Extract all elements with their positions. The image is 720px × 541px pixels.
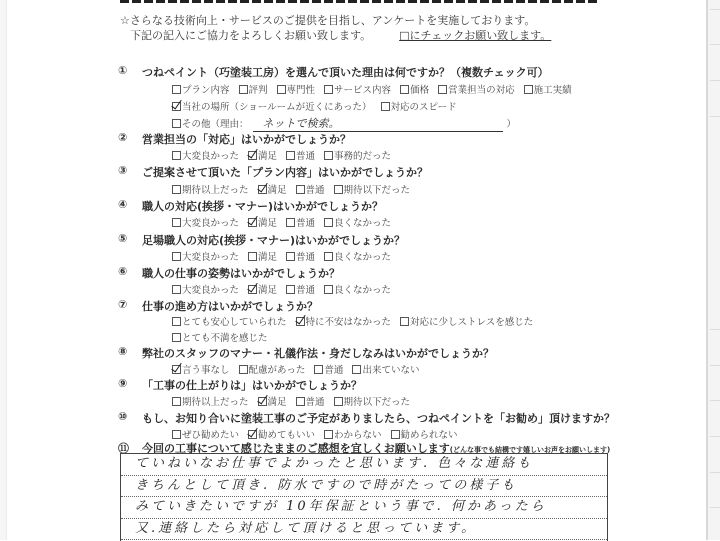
checkbox[interactable] bbox=[324, 252, 333, 261]
option[interactable] bbox=[352, 362, 419, 376]
checkbox[interactable] bbox=[324, 85, 333, 94]
question-number: ④ bbox=[118, 198, 128, 211]
checkbox[interactable] bbox=[248, 252, 257, 261]
other-reason-field[interactable] bbox=[253, 115, 503, 132]
option-speed[interactable] bbox=[381, 99, 457, 113]
option[interactable] bbox=[286, 148, 315, 162]
intro-text bbox=[120, 13, 551, 43]
option[interactable] bbox=[172, 249, 239, 263]
checkbox[interactable] bbox=[172, 119, 181, 128]
checkbox[interactable] bbox=[314, 365, 323, 374]
question-number: ⑨ bbox=[118, 377, 128, 390]
checkbox[interactable] bbox=[391, 430, 400, 439]
checkbox[interactable] bbox=[324, 430, 333, 439]
comment-line: ていねいなお仕事でよかったと思います. 色々な連絡も bbox=[121, 454, 607, 476]
checkbox[interactable] bbox=[172, 317, 181, 326]
option[interactable] bbox=[334, 182, 411, 196]
option-label: 期待以上だった bbox=[182, 185, 249, 196]
option[interactable] bbox=[248, 249, 277, 263]
option[interactable] bbox=[296, 394, 325, 408]
option-label: 満足 bbox=[258, 285, 278, 296]
tick bbox=[710, 436, 720, 437]
option[interactable] bbox=[324, 215, 391, 229]
option-label: 営業担当の対応 bbox=[448, 85, 515, 96]
q7-options-row1 bbox=[172, 314, 542, 328]
option-label: 大変良かった bbox=[182, 252, 240, 263]
question-number: ⑥ bbox=[118, 265, 128, 278]
q2-options bbox=[172, 148, 400, 162]
left-margin-strip bbox=[0, 0, 7, 540]
option-label: 大変良かった bbox=[182, 151, 240, 162]
option-label: 普通 bbox=[305, 185, 325, 196]
option[interactable] bbox=[248, 215, 277, 229]
checkbox[interactable] bbox=[172, 397, 181, 406]
option-label: 評判 bbox=[248, 85, 268, 96]
option-label: 言う事なし bbox=[182, 365, 230, 376]
question-title: 職人の対応(挨拶・マナー)はいかがでしょうか？ bbox=[142, 200, 384, 213]
option-label: 普通 bbox=[296, 285, 316, 296]
comment-line: みていきたいですが 10年保証という事で. 何かあったら bbox=[121, 497, 607, 519]
question-number: ③ bbox=[118, 164, 128, 177]
option[interactable] bbox=[258, 394, 287, 408]
option-label: 良くなかった bbox=[334, 252, 392, 263]
option-label: 勧めてもいい bbox=[258, 430, 316, 441]
tick bbox=[710, 400, 720, 401]
checkbox[interactable] bbox=[400, 85, 409, 94]
tick bbox=[710, 329, 720, 330]
other-label: その他（理由： bbox=[182, 119, 249, 130]
option[interactable] bbox=[324, 249, 391, 263]
option[interactable] bbox=[248, 148, 277, 162]
option-location[interactable] bbox=[172, 99, 372, 113]
intro-line1: ☆さらなる技術向上・サービスのご提供を目指し、アンケートを実施しております。 bbox=[120, 14, 536, 27]
checkbox[interactable] bbox=[286, 252, 295, 261]
option-track-record[interactable] bbox=[524, 82, 572, 96]
option[interactable] bbox=[286, 215, 315, 229]
comment-box[interactable] bbox=[120, 453, 608, 541]
comment-line: きちんとして頂き. 防水ですので時がたっての様子も bbox=[121, 476, 607, 498]
checkbox-checked[interactable] bbox=[248, 285, 257, 294]
q8-options bbox=[172, 362, 428, 376]
option-label: 満足 bbox=[258, 151, 278, 162]
checkbox[interactable] bbox=[286, 218, 295, 227]
option[interactable] bbox=[172, 182, 249, 196]
option[interactable] bbox=[248, 282, 277, 296]
question-number: ⑦ bbox=[118, 298, 128, 311]
option-label: わからない bbox=[334, 430, 382, 441]
other-close: ） bbox=[506, 119, 517, 130]
checkbox[interactable] bbox=[324, 151, 333, 160]
option-label: ぜひ勧めたい bbox=[182, 430, 240, 441]
option[interactable] bbox=[172, 427, 239, 441]
question-title: 職人の仕事の姿勢はいかがでしょうか？ bbox=[142, 267, 340, 280]
checkbox[interactable] bbox=[172, 285, 181, 294]
question-number: ⑪ bbox=[118, 442, 129, 455]
option[interactable] bbox=[391, 427, 458, 441]
option-label: 出来ていない bbox=[362, 365, 420, 376]
question-title: もし、お知り合いに塗装工事のご予定がありましたら、つねペイントを「お勧め」頂けますか？ bbox=[142, 412, 615, 425]
checkbox[interactable] bbox=[239, 85, 248, 94]
option-label: 満足 bbox=[258, 218, 278, 229]
option-sales-response[interactable] bbox=[438, 82, 515, 96]
question-number: ⑤ bbox=[118, 232, 128, 245]
option[interactable] bbox=[324, 148, 391, 162]
option-label: 普通 bbox=[324, 365, 344, 376]
survey-page bbox=[110, 0, 700, 540]
option-label: 価格 bbox=[410, 85, 430, 96]
checkbox[interactable] bbox=[324, 285, 333, 294]
checkbox[interactable] bbox=[524, 85, 533, 94]
option-expertise[interactable] bbox=[277, 82, 316, 96]
tick bbox=[710, 472, 720, 473]
intro-line2: 下記の記入にご協力をよろしくお願い致します。 bbox=[130, 29, 372, 42]
option-label: 良くなかった bbox=[334, 285, 392, 296]
checkbox-checked[interactable] bbox=[172, 365, 181, 374]
question-title: 「工事の仕上がりは」はいかがでしょうか？ bbox=[142, 379, 362, 392]
option[interactable] bbox=[324, 282, 391, 296]
q5-options bbox=[172, 249, 400, 263]
checkbox[interactable] bbox=[172, 151, 181, 160]
q10-options bbox=[172, 427, 467, 441]
checkbox-checked[interactable] bbox=[172, 102, 181, 111]
option[interactable] bbox=[286, 249, 315, 263]
option-label: 事務的だった bbox=[334, 151, 392, 162]
option[interactable] bbox=[172, 282, 239, 296]
checkbox[interactable] bbox=[438, 85, 447, 94]
question-note: (どんな事でも結構です嬉しいお声をお願いします) bbox=[449, 446, 611, 454]
tick bbox=[710, 116, 720, 117]
option[interactable] bbox=[314, 362, 343, 376]
checkbox[interactable] bbox=[334, 185, 343, 194]
tick bbox=[710, 80, 720, 81]
option[interactable] bbox=[286, 282, 315, 296]
question-number: ⑧ bbox=[118, 345, 128, 358]
comment-line: 又.連絡したら対応して頂けると思っています。 bbox=[121, 519, 607, 541]
option-service[interactable] bbox=[324, 82, 391, 96]
q4-options bbox=[172, 215, 400, 229]
option-label: サービス内容 bbox=[334, 85, 392, 96]
question-number: ② bbox=[118, 131, 128, 144]
question-number: ⑩ bbox=[118, 410, 128, 423]
top-dashed-divider bbox=[120, 0, 600, 3]
checkbox[interactable] bbox=[172, 218, 181, 227]
option-label: 良くなかった bbox=[334, 218, 392, 229]
question-title-text: 今回の工事について感じたままのご感想を宜しくお願いします bbox=[142, 442, 450, 455]
q6-options bbox=[172, 282, 400, 296]
checkbox-checked[interactable] bbox=[248, 430, 257, 439]
question-title: 足場職人の対応(挨拶・マナー)はいかがでしょうか？ bbox=[142, 234, 406, 247]
checkbox[interactable] bbox=[381, 102, 390, 111]
tick bbox=[710, 507, 720, 508]
checkbox[interactable] bbox=[352, 365, 361, 374]
option-plan[interactable] bbox=[172, 82, 230, 96]
option-label: プラン内容 bbox=[182, 85, 230, 96]
checkbox[interactable] bbox=[334, 397, 343, 406]
checkbox-checked[interactable] bbox=[248, 151, 257, 160]
option-label: 配慮があった bbox=[248, 365, 306, 376]
option[interactable] bbox=[296, 182, 325, 196]
option-label: 普通 bbox=[296, 252, 316, 263]
option-label: 期待以上だった bbox=[182, 397, 249, 408]
tick bbox=[710, 44, 720, 45]
checkbox[interactable] bbox=[286, 285, 295, 294]
option-label: 対応に少しストレスを感じた bbox=[410, 317, 534, 328]
option-label: 大変良かった bbox=[182, 218, 240, 229]
option-label: 勧められない bbox=[400, 430, 458, 441]
checkbox[interactable] bbox=[286, 151, 295, 160]
option-label: 専門性 bbox=[286, 85, 316, 96]
q1-options-other bbox=[172, 115, 516, 132]
checkbox[interactable] bbox=[277, 85, 286, 94]
q9-options bbox=[172, 394, 419, 408]
option-label: 期待以下だった bbox=[343, 397, 411, 408]
option[interactable] bbox=[172, 330, 268, 344]
option[interactable] bbox=[324, 427, 382, 441]
checkbox-checked[interactable] bbox=[258, 397, 267, 406]
option-label: とても不満を感じた bbox=[182, 333, 268, 344]
question-title: ご提案させて頂いた「プラン内容」はいかがでしょうか？ bbox=[142, 166, 428, 179]
option-label: 対応のスピード bbox=[390, 102, 457, 113]
question-title: 営業担当の「対応」はいかがでしょうか？ bbox=[142, 133, 351, 146]
q1-options-row2 bbox=[172, 99, 466, 113]
checkbox[interactable] bbox=[296, 397, 305, 406]
option[interactable] bbox=[172, 362, 230, 376]
option[interactable] bbox=[172, 148, 239, 162]
option-label: 満足 bbox=[267, 397, 287, 408]
option[interactable] bbox=[172, 215, 239, 229]
option-label: 普通 bbox=[296, 218, 316, 229]
option-price[interactable] bbox=[400, 82, 429, 96]
question-title: つねペイント（巧塗装工房）を選んで頂いた理由は何ですか？（複数チェック可） bbox=[142, 66, 549, 79]
checkbox-checked[interactable] bbox=[296, 317, 305, 326]
option[interactable] bbox=[296, 314, 392, 328]
question-title: 仕事の進め方はいかがでしょうか？ bbox=[142, 300, 318, 313]
checkbox[interactable] bbox=[172, 185, 181, 194]
checkbox[interactable] bbox=[172, 252, 181, 261]
option[interactable] bbox=[239, 362, 306, 376]
intro-note: □にチェックお願い致します。 bbox=[399, 29, 552, 42]
right-scrollbar-strip[interactable] bbox=[706, 0, 720, 540]
option-label: 満足 bbox=[258, 252, 278, 263]
question-title: 弊社のスタッフのマナー・礼儀作法・身だしなみはいかがでしょうか？ bbox=[142, 347, 494, 360]
checkbox[interactable] bbox=[400, 317, 409, 326]
option-label: 普通 bbox=[305, 397, 325, 408]
checkbox[interactable] bbox=[296, 185, 305, 194]
tick bbox=[710, 9, 720, 10]
checkbox[interactable] bbox=[172, 430, 181, 439]
option-label: 満足 bbox=[267, 185, 287, 196]
checkbox-checked[interactable] bbox=[258, 185, 267, 194]
checkbox[interactable] bbox=[239, 365, 248, 374]
option[interactable] bbox=[334, 394, 411, 408]
option[interactable] bbox=[248, 427, 315, 441]
option[interactable] bbox=[400, 314, 533, 328]
other-reason-value: ネットで検索。 bbox=[262, 117, 340, 130]
option-label: とても安心していられた bbox=[182, 317, 287, 328]
question-number: ① bbox=[118, 64, 128, 77]
q7-options-row2 bbox=[172, 330, 277, 344]
checkbox[interactable] bbox=[324, 218, 333, 227]
tick bbox=[710, 365, 720, 366]
option-label: 施工実績 bbox=[533, 85, 572, 96]
q3-options bbox=[172, 182, 419, 196]
option-label: 期待以下だった bbox=[343, 185, 411, 196]
option-label: 特に不安はなかった bbox=[305, 317, 392, 328]
option-label: 当社の場所（ショールームが近くにあった） bbox=[182, 102, 372, 113]
option-label: 普通 bbox=[296, 151, 316, 162]
option[interactable] bbox=[172, 394, 249, 408]
option[interactable] bbox=[172, 314, 287, 328]
checkbox[interactable] bbox=[172, 85, 181, 94]
checkbox-checked[interactable] bbox=[248, 218, 257, 227]
checkbox[interactable] bbox=[172, 333, 181, 342]
q1-options-row1 bbox=[172, 82, 581, 96]
option-reputation[interactable] bbox=[239, 82, 268, 96]
option[interactable] bbox=[258, 182, 287, 196]
option-label: 大変良かった bbox=[182, 285, 240, 296]
